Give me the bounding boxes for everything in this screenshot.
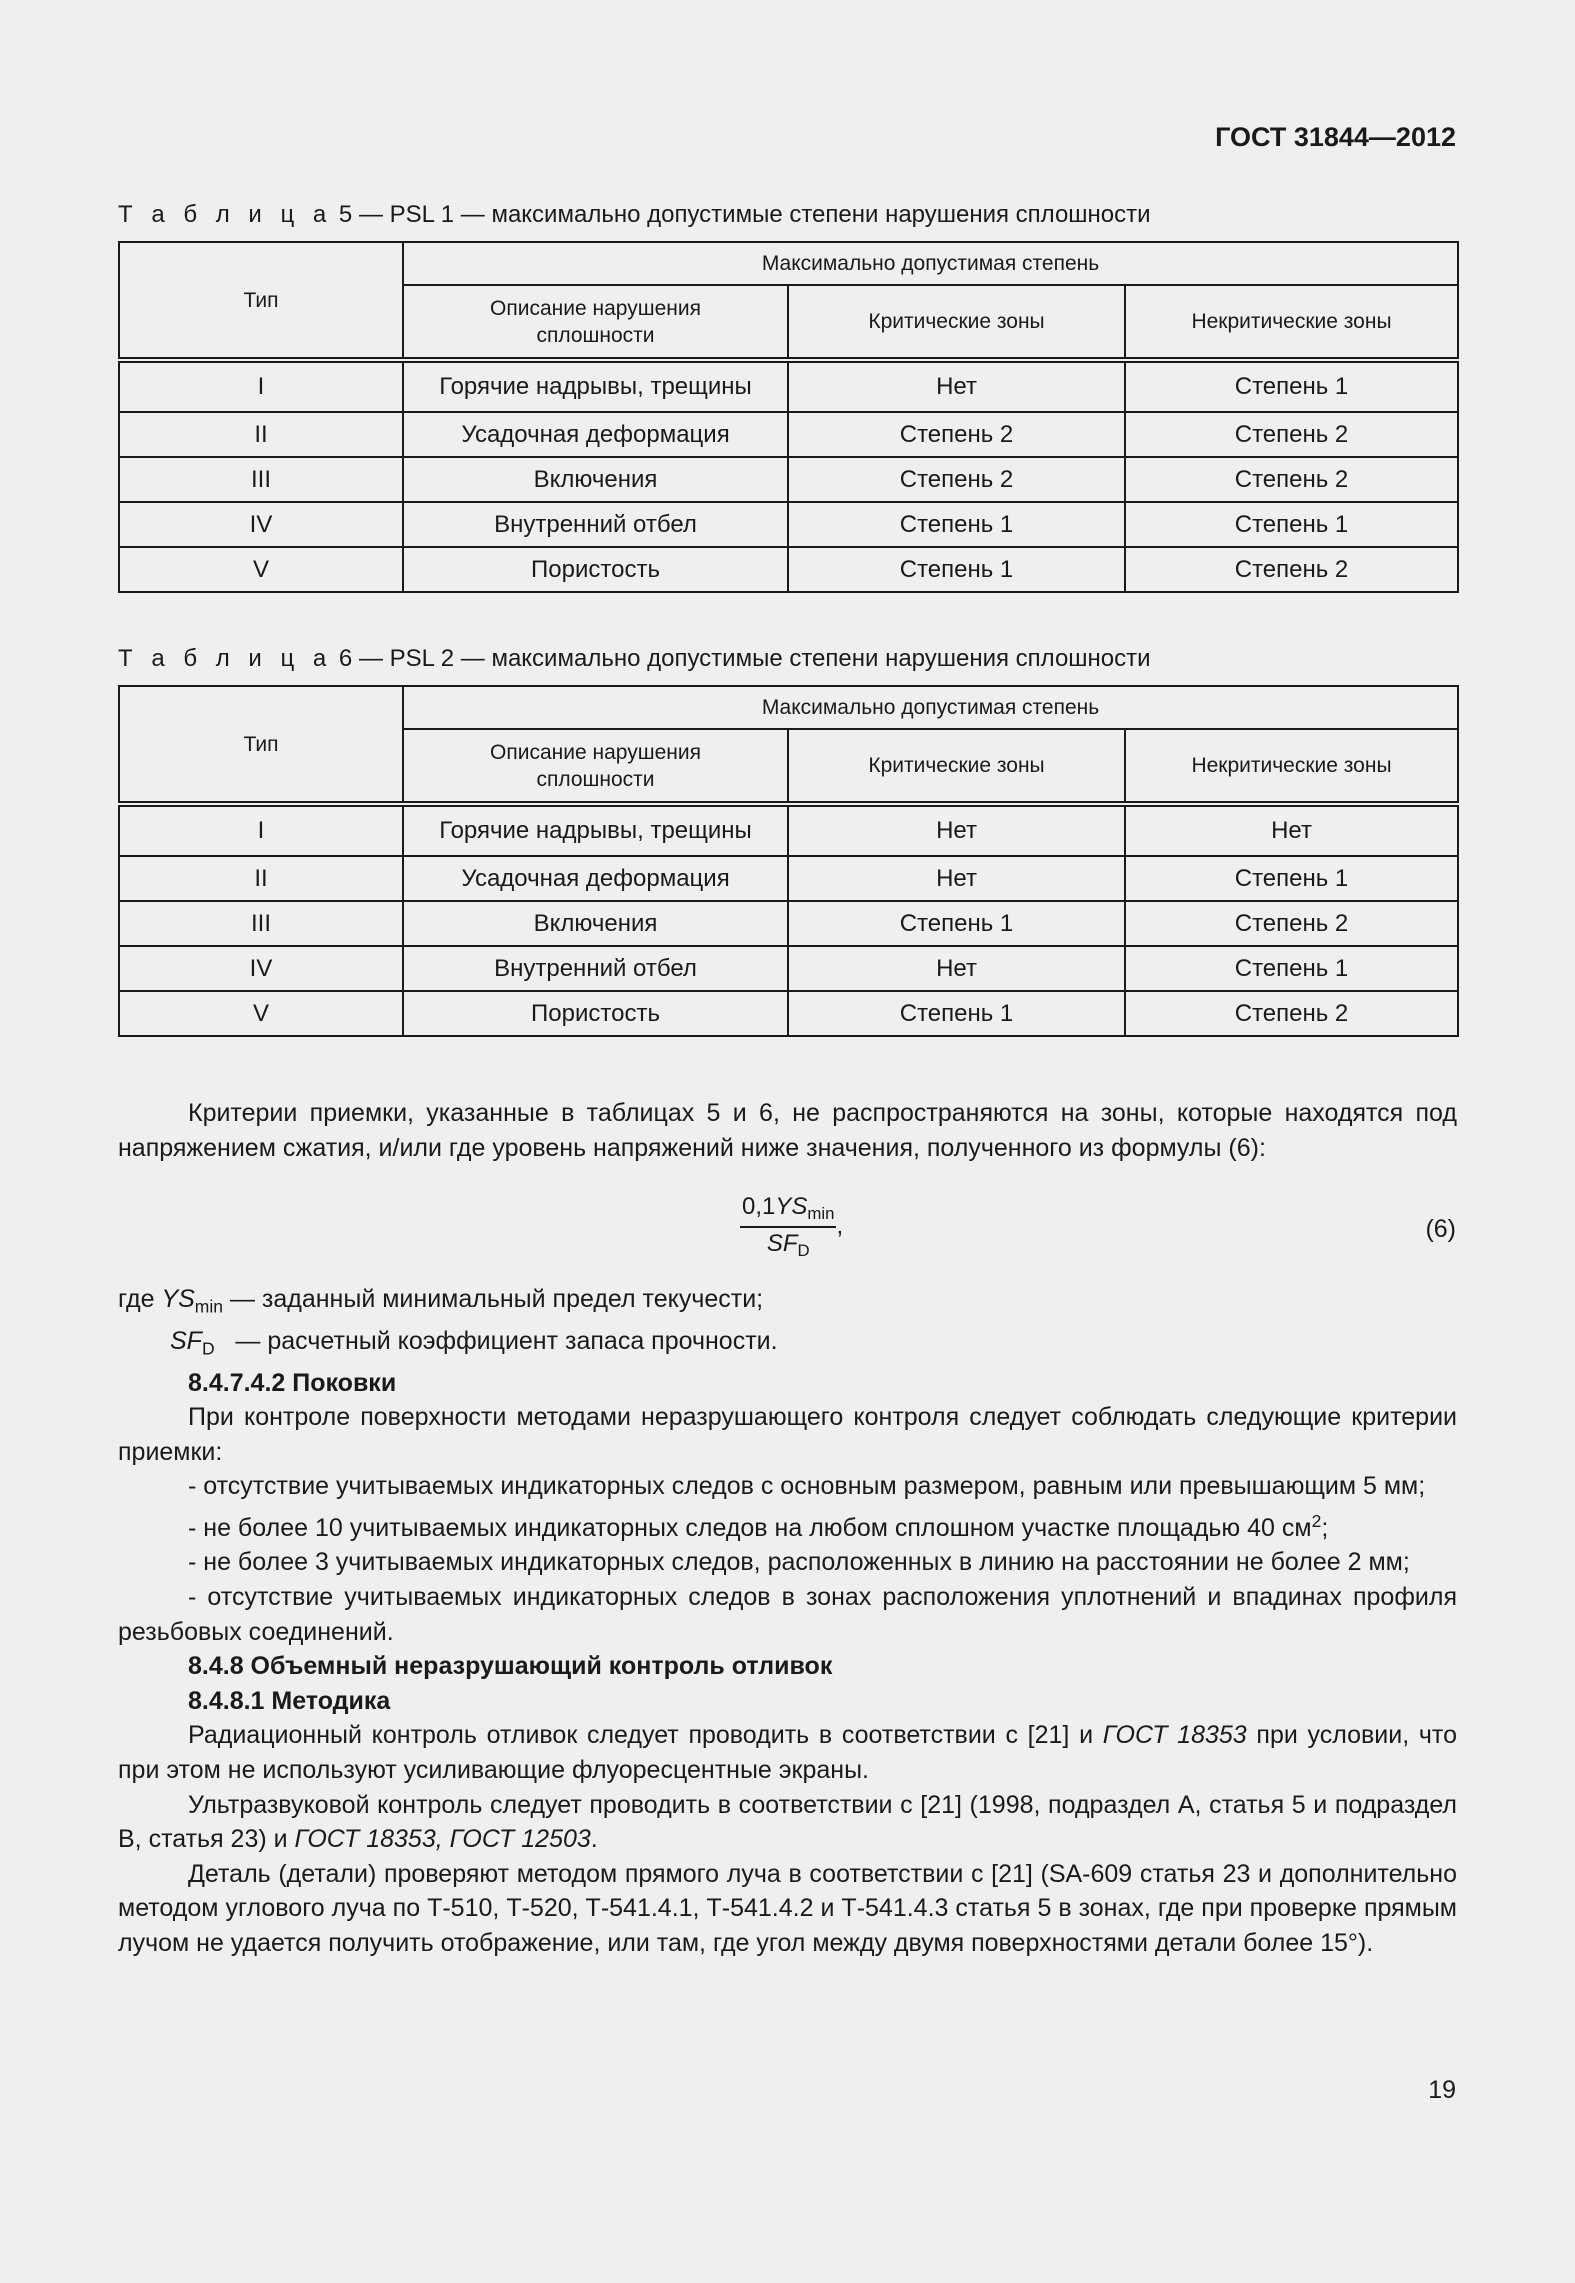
table6 (118, 685, 1459, 1037)
table5-caption (118, 201, 1151, 229)
table-cell: II (119, 412, 403, 457)
table-cell: IV (119, 502, 403, 547)
section-heading-forgings: 8.4.7.4.2 Поковки (188, 1368, 397, 1397)
where-var2: SF (170, 1326, 202, 1355)
formula-number: (6) (1425, 1215, 1456, 1243)
table6-caption (118, 645, 1151, 673)
list-item-tail: ; (1321, 1513, 1329, 1542)
section-heading-volumetric: 8.4.8 Объемный неразрушающий контроль отливок (188, 1652, 833, 1681)
table-row (119, 856, 1458, 901)
detail-paragraph: Деталь (детали) проверяют методом прямого луча в соответствии с [21] (SA-609 статья 23 и дополнительно методом углового луча по Т-510, Т-520, Т-541.4.1, Т-541.4.2 и Т-541.4.3 статья 5 в зонах, где при проверке прямым лучом не удается получить отображение, или там, где угол между двумя поверхностями детали более 15°). (118, 1859, 1457, 1957)
table-cell: Горячие надрывы, трещины (403, 360, 788, 412)
where-desc2: — расчетный коэффициент запаса прочности. (214, 1326, 778, 1355)
table-row (119, 991, 1458, 1036)
rad-text-a: Радиационный контроль отливок следует проводить в соответствии с [21] и (188, 1721, 1103, 1750)
table-cell: Нет (1125, 804, 1458, 856)
table-cell: I (119, 360, 403, 412)
table-cell: Нет (788, 360, 1125, 412)
table5-head-desc: Описание нарушения сплошности (403, 285, 788, 360)
formula-fraction (740, 1193, 836, 1261)
formula-comma: , (836, 1212, 844, 1240)
table6-caption-text: 6 — PSL 2 — максимально допустимые степени нарушения сплошности (332, 645, 1151, 672)
table-cell: Включения (403, 457, 788, 502)
formula-coef: 0,1 (742, 1193, 776, 1220)
where-var2-sub: D (201, 1338, 215, 1359)
rad-text-b: при условии, что при этом не используют усиливающие флуоресцентные экраны. (118, 1721, 1457, 1784)
table6-head-type: Тип (119, 686, 403, 804)
ultrasonic-paragraph (118, 1788, 1457, 1857)
table-cell: Степень 1 (1125, 856, 1458, 901)
formula-den-var: SF (766, 1230, 798, 1258)
table-row (119, 360, 1458, 412)
list-item-text: - не более 10 учитываемых индикаторных следов на любом сплошном участке площадью 40 см (188, 1513, 1312, 1542)
table-cell: Усадочная деформация (403, 412, 788, 457)
table-cell: Степень 1 (1125, 360, 1458, 412)
forgings-intro: При контроле поверхности методами неразрушающего контроля следует соблюдать следующие критерии приемки: (118, 1403, 1457, 1466)
body-text (118, 1282, 1457, 1961)
table6-head-group: Максимально допустимая степень (403, 686, 1458, 729)
where-line-1 (118, 1282, 1457, 1324)
table6-head-desc: Описание нарушения сплошности (403, 729, 788, 804)
table6-head-crit: Критические зоны (788, 729, 1125, 804)
us-text-b: . (590, 1825, 598, 1854)
radiographic-paragraph (118, 1718, 1457, 1787)
table-row (119, 946, 1458, 991)
where-line-2 (118, 1324, 1457, 1366)
table5-head-noncrit: Некритические зоны (1125, 285, 1458, 360)
table-cell: III (119, 901, 403, 946)
page-number: 19 (1428, 2076, 1456, 2104)
formula-num-var: YS (775, 1193, 808, 1220)
table-cell: Степень 2 (788, 457, 1125, 502)
list-item-sup: 2 (1311, 1511, 1322, 1532)
table-cell: Нет (788, 946, 1125, 991)
table-cell: Степень 2 (1125, 901, 1458, 946)
table-cell: I (119, 804, 403, 856)
table-row (119, 412, 1458, 457)
table-cell: IV (119, 946, 403, 991)
table5-head-group: Максимально допустимая степень (403, 242, 1458, 285)
table-cell: Нет (788, 804, 1125, 856)
table-cell: Степень 2 (788, 412, 1125, 457)
table-cell: Степень 2 (1125, 547, 1458, 592)
table6-caption-prefix: Т а б л и ц а (118, 645, 333, 672)
table-row (119, 901, 1458, 946)
table-cell: Внутренний отбел (403, 946, 788, 991)
table-cell: Степень 1 (1125, 946, 1458, 991)
table-row (119, 804, 1458, 856)
table6-head-noncrit: Некритические зоны (1125, 729, 1458, 804)
table-cell: II (119, 856, 403, 901)
where-lead: где (118, 1285, 162, 1313)
table-cell: Степень 1 (788, 901, 1125, 946)
where-var1-sub: min (194, 1296, 223, 1317)
formula-num-sub: min (807, 1204, 835, 1224)
table-cell: V (119, 547, 403, 592)
table-cell: Степень 2 (1125, 412, 1458, 457)
table-cell: Горячие надрывы, трещины (403, 804, 788, 856)
table-cell: Степень 2 (1125, 991, 1458, 1036)
formula-den-sub: D (797, 1241, 810, 1261)
criteria-paragraph-block (118, 1096, 1457, 1165)
table-cell: Степень 1 (788, 502, 1125, 547)
criteria-paragraph: Критерии приемки, указанные в таблицах 5 и 6, не распространяются на зоны, которые находятся под напряжением сжатия, и/или где уровень напряжений ниже значения, полученного из формулы (6): (118, 1099, 1457, 1162)
list-item: - отсутствие учитываемых индикаторных следов в зонах расположения уплотнений и впадинах профиля резьбовых соединений. (118, 1583, 1457, 1646)
rad-standard: ГОСТ 18353 (1102, 1721, 1247, 1750)
formula-6 (740, 1193, 880, 1261)
table-cell: Усадочная деформация (403, 856, 788, 901)
table-cell: Степень 1 (788, 547, 1125, 592)
table-cell: Внутренний отбел (403, 502, 788, 547)
table-cell: V (119, 991, 403, 1036)
table5-caption-text: 5 — PSL 1 — максимально допустимые степени нарушения сплошности (332, 201, 1151, 228)
table5-head-crit: Критические зоны (788, 285, 1125, 360)
table-cell: Пористость (403, 547, 788, 592)
table-cell: Степень 1 (1125, 502, 1458, 547)
table-cell: III (119, 457, 403, 502)
list-item: - отсутствие учитываемых индикаторных следов с основным размером, равным или превышающим 5 мм; (188, 1472, 1426, 1501)
table-cell: Пористость (403, 991, 788, 1036)
section-heading-method: 8.4.8.1 Методика (188, 1686, 391, 1715)
list-item: - не более 3 учитываемых индикаторных следов, расположенных в линию на расстоянии не более 2 мм; (188, 1548, 1410, 1577)
table5-head-type: Тип (119, 242, 403, 360)
us-text-a: Ультразвуковой контроль следует проводить в соответствии с [21] (1998, подраздел A, статья 5 и подраздел B, статья 23) и (118, 1790, 1457, 1854)
table-row (119, 502, 1458, 547)
where-desc1: — заданный минимальный предел текучести; (223, 1285, 764, 1313)
table-cell: Включения (403, 901, 788, 946)
where-var1: YS (161, 1285, 195, 1313)
table-cell: Степень 2 (1125, 457, 1458, 502)
table5 (118, 241, 1459, 593)
table5-caption-prefix: Т а б л и ц а (118, 201, 333, 228)
document-code: ГОСТ 31844—2012 (1215, 122, 1456, 152)
formula-numerator (740, 1193, 836, 1228)
us-standards: ГОСТ 18353, ГОСТ 12503 (294, 1825, 591, 1854)
list-item (118, 1504, 1457, 1545)
table-cell: Нет (788, 856, 1125, 901)
table-row (119, 547, 1458, 592)
formula-denominator (740, 1228, 836, 1261)
table-row (119, 457, 1458, 502)
table-cell: Степень 1 (788, 991, 1125, 1036)
